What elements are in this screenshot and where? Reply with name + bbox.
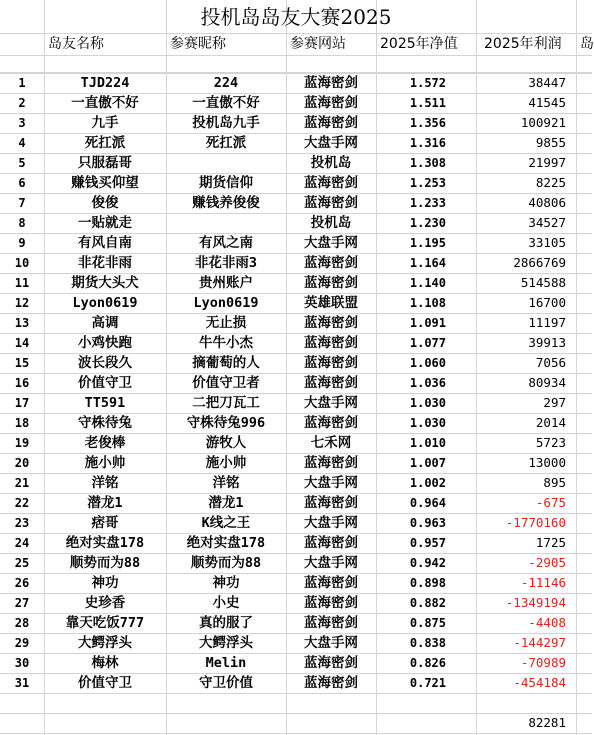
row-index-cell[interactable]: 11 <box>14 276 30 290</box>
row-index-cell[interactable]: 17 <box>14 396 30 410</box>
name-cell[interactable]: TT591 <box>84 395 126 411</box>
profit-cell[interactable]: 2866769 <box>513 255 566 270</box>
row-index-cell[interactable]: 5 <box>18 156 26 170</box>
profit-cell[interactable]: 33105 <box>528 235 566 250</box>
nav-cell[interactable]: 1.030 <box>409 416 446 430</box>
nickname-cell[interactable]: 守株待兔996 <box>186 415 266 431</box>
name-cell[interactable]: 守株待兔 <box>78 415 132 431</box>
nickname-cell[interactable]: Lyon0619 <box>193 295 259 311</box>
nickname-cell[interactable]: 游牧人 <box>205 435 247 451</box>
site-cell[interactable]: 蓝海密剑 <box>304 415 358 431</box>
nav-cell[interactable]: 1.195 <box>409 236 446 250</box>
name-cell[interactable]: 潜龙1 <box>87 495 123 511</box>
nickname-cell[interactable]: 投机岛九手 <box>192 115 260 131</box>
table-row <box>0 313 592 333</box>
table-row <box>0 513 592 533</box>
header-name[interactable]: 岛友名称 <box>48 36 104 52</box>
profit-cell[interactable]: 39913 <box>528 335 566 350</box>
header-nav[interactable]: 2025年净值 <box>380 36 458 52</box>
nav-cell[interactable]: 1.030 <box>409 396 446 410</box>
name-cell[interactable]: 期货大头犬 <box>71 275 139 291</box>
row-index-cell[interactable]: 28 <box>14 616 30 630</box>
nav-cell[interactable]: 1.316 <box>409 136 446 150</box>
row-index-cell[interactable]: 1 <box>18 76 26 90</box>
table-row <box>0 473 592 493</box>
table-row <box>0 573 592 593</box>
profit-cell[interactable]: 80934 <box>528 375 566 390</box>
nickname-cell[interactable]: 224 <box>213 75 239 91</box>
nickname-cell[interactable]: 赚钱养俊俊 <box>192 195 260 211</box>
row-index-cell[interactable]: 15 <box>14 356 30 370</box>
nickname-cell[interactable] <box>166 153 286 173</box>
row-index-cell[interactable]: 25 <box>14 556 30 570</box>
row-index-cell[interactable]: 20 <box>14 456 30 470</box>
row-index-cell[interactable]: 21 <box>14 476 30 490</box>
row-index-cell[interactable]: 3 <box>18 116 26 130</box>
table-row <box>0 553 592 573</box>
table-row <box>0 593 592 613</box>
table-row <box>0 293 592 313</box>
row-index-cell[interactable]: 24 <box>14 536 30 550</box>
site-cell[interactable]: 大盘手网 <box>304 555 358 571</box>
header-nickname[interactable]: 参赛昵称 <box>170 36 226 52</box>
nav-cell[interactable]: 0.721 <box>409 676 446 690</box>
row-index-cell[interactable]: 13 <box>14 316 30 330</box>
name-cell[interactable]: 赚钱买仰望 <box>71 175 139 191</box>
nickname-cell[interactable]: 潜龙1 <box>208 495 244 511</box>
name-cell[interactable]: 洋铭 <box>91 475 119 491</box>
nav-cell[interactable]: 1.233 <box>409 196 446 210</box>
table-row <box>0 273 592 293</box>
row-index-cell[interactable]: 29 <box>14 636 30 650</box>
profit-cell[interactable]: -2905 <box>528 555 566 570</box>
profit-cell[interactable]: -4408 <box>528 615 566 630</box>
table-row <box>0 133 592 153</box>
nav-cell[interactable]: 0.838 <box>409 636 446 650</box>
row-index-cell[interactable]: 19 <box>14 436 30 450</box>
site-cell[interactable]: 七禾网 <box>310 435 352 451</box>
gridline <box>0 733 592 734</box>
profit-cell[interactable]: 34527 <box>528 215 566 230</box>
nickname-cell[interactable]: 小史 <box>212 595 240 611</box>
name-cell[interactable]: 价值守卫 <box>78 375 132 391</box>
nickname-cell[interactable]: 一直傲不好 <box>192 95 260 111</box>
row-index-cell[interactable]: 9 <box>18 236 26 250</box>
total-profit-cell[interactable]: 82281 <box>528 715 566 730</box>
nickname-cell[interactable]: 有风之南 <box>199 235 253 251</box>
name-cell[interactable]: 梅林 <box>91 655 119 671</box>
site-cell[interactable]: 蓝海密剑 <box>304 675 358 691</box>
table-row <box>0 113 592 133</box>
row-index-cell[interactable]: 27 <box>14 596 30 610</box>
profit-cell[interactable]: 7056 <box>535 355 566 370</box>
table-row <box>0 353 592 373</box>
nickname-cell[interactable]: 无止损 <box>205 315 247 331</box>
name-cell[interactable]: 大鳄浮头 <box>78 635 132 651</box>
gridline <box>0 693 592 694</box>
header-profit[interactable]: 2025年利润 <box>484 36 562 52</box>
row-index-cell[interactable]: 18 <box>14 416 30 430</box>
row-index-cell[interactable]: 10 <box>14 256 30 270</box>
profit-cell[interactable]: 5723 <box>535 435 566 450</box>
nickname-cell[interactable]: 二把刀瓦工 <box>192 395 260 411</box>
site-cell[interactable]: 大盘手网 <box>304 135 358 151</box>
name-cell[interactable]: 价值守卫 <box>78 675 132 691</box>
nickname-cell[interactable]: 摘葡萄的人 <box>192 355 260 371</box>
site-cell[interactable]: 大盘手网 <box>304 635 358 651</box>
profit-cell[interactable]: 38447 <box>528 75 566 90</box>
name-cell[interactable]: 一直傲不好 <box>71 95 139 111</box>
site-cell[interactable]: 蓝海密剑 <box>304 375 358 391</box>
nickname-cell[interactable]: 价值守卫者 <box>192 375 260 391</box>
nav-cell[interactable]: 1.140 <box>409 276 446 290</box>
name-cell[interactable]: 只服磊哥 <box>78 155 132 171</box>
row-index-cell[interactable]: 22 <box>14 496 30 510</box>
nickname-cell[interactable]: Melin <box>205 655 247 671</box>
site-cell[interactable]: 蓝海密剑 <box>304 195 358 211</box>
site-cell[interactable]: 蓝海密剑 <box>304 355 358 371</box>
site-cell[interactable]: 蓝海密剑 <box>304 115 358 131</box>
nav-cell[interactable]: 0.963 <box>409 516 446 530</box>
row-index-cell[interactable]: 4 <box>18 136 26 150</box>
nav-cell[interactable]: 1.036 <box>409 376 446 390</box>
name-cell[interactable]: 顺势而为88 <box>69 555 141 571</box>
row-index-cell[interactable]: 23 <box>14 516 30 530</box>
table-row <box>0 213 592 233</box>
table-row <box>0 533 592 553</box>
profit-cell[interactable]: 1725 <box>535 535 566 550</box>
site-cell[interactable]: 英雄联盟 <box>304 295 358 311</box>
profit-cell[interactable]: -675 <box>535 495 566 510</box>
profit-cell[interactable]: -1770160 <box>505 515 566 530</box>
site-cell[interactable]: 蓝海密剑 <box>304 455 358 471</box>
table-row <box>0 253 592 273</box>
profit-cell[interactable]: -454184 <box>513 675 566 690</box>
table-row <box>0 493 592 513</box>
nickname-cell[interactable]: 绝对实盘178 <box>186 535 266 551</box>
nav-cell[interactable]: 0.875 <box>409 616 446 630</box>
nickname-cell[interactable]: 守卫价值 <box>199 675 253 691</box>
site-cell[interactable]: 投机岛 <box>310 155 352 171</box>
name-cell[interactable]: 施小帅 <box>84 455 126 471</box>
gridline <box>0 55 592 56</box>
name-cell[interactable]: 有风自南 <box>78 235 132 251</box>
row-index-cell[interactable]: 31 <box>14 676 30 690</box>
profit-cell[interactable]: -70989 <box>520 655 566 670</box>
name-cell[interactable]: 痞哥 <box>91 515 119 531</box>
nav-cell[interactable]: 1.002 <box>409 476 446 490</box>
header-extra[interactable]: 岛 <box>580 36 594 52</box>
profit-cell[interactable]: 2014 <box>535 415 566 430</box>
site-cell[interactable]: 蓝海密剑 <box>304 575 358 591</box>
site-cell[interactable]: 大盘手网 <box>304 235 358 251</box>
nav-cell[interactable]: 1.077 <box>409 336 446 350</box>
site-cell[interactable]: 蓝海密剑 <box>304 255 358 271</box>
nickname-cell[interactable]: 施小帅 <box>205 455 247 471</box>
name-cell[interactable]: 非花非雨 <box>78 255 132 271</box>
table-row <box>0 233 592 253</box>
name-cell[interactable]: 死扛派 <box>84 135 126 151</box>
nav-cell[interactable]: 1.108 <box>409 296 446 310</box>
sheet-title[interactable]: 投机岛岛友大赛2025 <box>200 5 392 29</box>
nav-cell[interactable]: 1.572 <box>409 76 446 90</box>
nav-cell[interactable]: 0.957 <box>409 536 446 550</box>
name-cell[interactable]: Lyon0619 <box>72 295 138 311</box>
nav-cell[interactable]: 1.230 <box>409 216 446 230</box>
row-index-cell[interactable]: 16 <box>14 376 30 390</box>
row-index-cell[interactable]: 26 <box>14 576 30 590</box>
site-cell[interactable]: 大盘手网 <box>304 515 358 531</box>
profit-cell[interactable]: -1349194 <box>505 595 566 610</box>
nav-cell[interactable]: 1.091 <box>409 316 446 330</box>
table-row <box>0 73 592 93</box>
site-cell[interactable]: 蓝海密剑 <box>304 535 358 551</box>
profit-cell[interactable]: 13000 <box>528 455 566 470</box>
site-cell[interactable]: 蓝海密剑 <box>304 95 358 111</box>
nav-cell[interactable]: 1.308 <box>409 156 446 170</box>
table-row <box>0 393 592 413</box>
table-row <box>0 673 592 693</box>
table-row <box>0 333 592 353</box>
table-row <box>0 433 592 453</box>
site-cell[interactable]: 蓝海密剑 <box>304 275 358 291</box>
nickname-cell[interactable]: 期货信仰 <box>199 175 253 191</box>
table-row <box>0 173 592 193</box>
nickname-cell[interactable]: 死扛派 <box>205 135 247 151</box>
name-cell[interactable]: 俊俊 <box>91 195 119 211</box>
row-index-cell[interactable]: 12 <box>14 296 30 310</box>
site-cell[interactable]: 蓝海密剑 <box>304 595 358 611</box>
nav-cell[interactable]: 1.253 <box>409 176 446 190</box>
table-row <box>0 373 592 393</box>
nickname-cell[interactable]: 大鳄浮头 <box>199 635 253 651</box>
profit-cell[interactable]: 16700 <box>528 295 566 310</box>
name-cell[interactable]: 神功 <box>91 575 119 591</box>
nickname-cell[interactable]: 神功 <box>212 575 240 591</box>
nickname-cell[interactable]: 牛牛小杰 <box>199 335 253 351</box>
site-cell[interactable]: 蓝海密剑 <box>304 655 358 671</box>
name-cell[interactable]: 一贴就走 <box>78 215 132 231</box>
nav-cell[interactable]: 0.942 <box>409 556 446 570</box>
table-row <box>0 93 592 113</box>
table-row <box>0 633 592 653</box>
row-index-cell[interactable]: 6 <box>18 176 26 190</box>
nickname-cell[interactable]: 非花非雨3 <box>194 255 258 271</box>
table-row <box>0 413 592 433</box>
name-cell[interactable]: 高调 <box>91 315 119 331</box>
site-cell[interactable]: 蓝海密剑 <box>304 175 358 191</box>
site-cell[interactable]: 大盘手网 <box>304 475 358 491</box>
table-row <box>0 453 592 473</box>
row-index-cell[interactable]: 14 <box>14 336 30 350</box>
row-index-cell[interactable]: 8 <box>18 216 26 230</box>
nav-cell[interactable]: 0.826 <box>409 656 446 670</box>
profit-cell[interactable]: 9855 <box>535 135 566 150</box>
nav-cell[interactable]: 1.010 <box>409 436 446 450</box>
name-cell[interactable]: 波长段久 <box>78 355 132 371</box>
profit-cell[interactable]: 100921 <box>520 115 566 130</box>
nav-cell[interactable]: 1.356 <box>409 116 446 130</box>
profit-cell[interactable]: 297 <box>543 395 566 410</box>
profit-cell[interactable]: 895 <box>543 475 566 490</box>
nickname-cell[interactable]: 洋铭 <box>212 475 240 491</box>
table-row <box>0 153 592 173</box>
site-cell[interactable]: 蓝海密剑 <box>304 315 358 331</box>
profit-cell[interactable]: -11146 <box>520 575 566 590</box>
site-cell[interactable]: 大盘手网 <box>304 395 358 411</box>
nav-cell[interactable]: 1.511 <box>409 96 446 110</box>
name-cell[interactable]: 九手 <box>91 115 119 131</box>
table-row <box>0 193 592 213</box>
profit-cell[interactable]: -144297 <box>513 635 566 650</box>
nav-cell[interactable]: 1.164 <box>409 256 446 270</box>
site-cell[interactable]: 蓝海密剑 <box>304 495 358 511</box>
site-cell[interactable]: 蓝海密剑 <box>304 615 358 631</box>
site-cell[interactable]: 蓝海密剑 <box>304 335 358 351</box>
row-index-cell[interactable]: 2 <box>18 96 26 110</box>
nav-cell[interactable]: 1.007 <box>409 456 446 470</box>
profit-cell[interactable]: 41545 <box>528 95 566 110</box>
nickname-cell[interactable]: K线之王 <box>201 515 251 531</box>
nav-cell[interactable]: 0.882 <box>409 596 446 610</box>
profit-cell[interactable]: 8225 <box>535 175 566 190</box>
name-cell[interactable]: TJD224 <box>80 75 130 91</box>
profit-cell[interactable]: 514588 <box>520 275 566 290</box>
profit-cell[interactable]: 11197 <box>528 315 566 330</box>
header-site[interactable]: 参赛网站 <box>290 36 346 52</box>
name-cell[interactable]: 小鸡快跑 <box>78 335 132 351</box>
nickname-cell[interactable] <box>166 213 286 233</box>
site-cell[interactable]: 蓝海密剑 <box>304 75 358 91</box>
name-cell[interactable]: 老俊棒 <box>84 435 126 451</box>
profit-cell[interactable]: 40806 <box>528 195 566 210</box>
nickname-cell[interactable]: 真的服了 <box>199 615 253 631</box>
nickname-cell[interactable]: 顺势而为88 <box>190 555 262 571</box>
name-cell[interactable]: 靠天吃饭777 <box>65 615 145 631</box>
table-row <box>0 653 592 673</box>
row-index-cell[interactable]: 30 <box>14 656 30 670</box>
row-index-cell[interactable]: 7 <box>18 196 26 210</box>
table-row <box>0 613 592 633</box>
nav-cell[interactable]: 0.898 <box>409 576 446 590</box>
site-cell[interactable]: 投机岛 <box>310 215 352 231</box>
nickname-cell[interactable]: 贵州账户 <box>199 275 253 291</box>
nav-cell[interactable]: 1.060 <box>409 356 446 370</box>
nav-cell[interactable]: 0.964 <box>409 496 446 510</box>
name-cell[interactable]: 史珍香 <box>84 595 126 611</box>
name-cell[interactable]: 绝对实盘178 <box>65 535 145 551</box>
profit-cell[interactable]: 21997 <box>528 155 566 170</box>
